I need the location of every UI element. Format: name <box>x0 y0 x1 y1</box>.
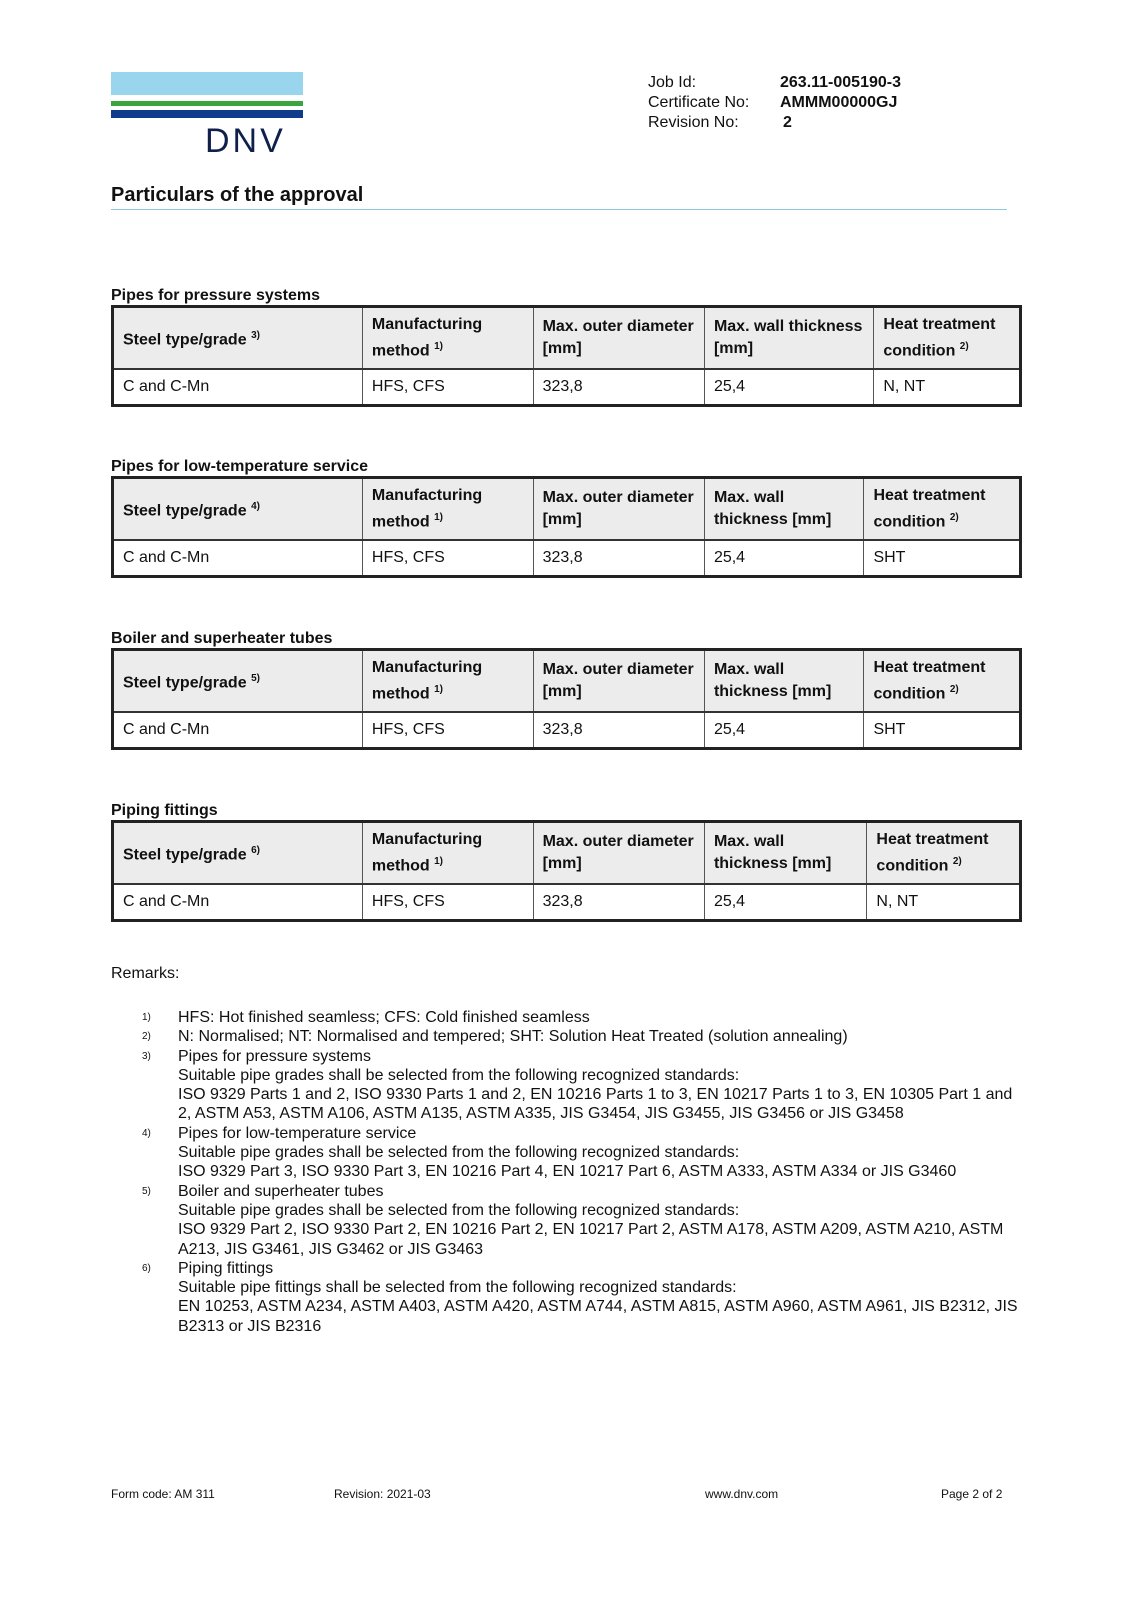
table-header-row <box>113 650 1021 713</box>
column-header-label: Max. wall thickness [mm] <box>713 489 832 529</box>
column-header <box>704 307 873 370</box>
section-title: Pipes for pressure systems <box>111 287 320 304</box>
remark-item <box>142 1259 1022 1336</box>
remark-number: 3) <box>142 1050 151 1062</box>
table-cell: 323,8 <box>533 884 704 921</box>
column-header-label: Max. wall thickness [mm] <box>713 661 832 701</box>
meta-value: AMMM00000GJ <box>780 94 898 111</box>
table-header-row <box>113 822 1021 885</box>
remarks-label: Remarks: <box>111 965 180 982</box>
remark-text: EN 10253, ASTM A234, ASTM A403, ASTM A420, ASTM A744, ASTM A815, ASTM A960, ASTM A961, JIS B2312, JIS B2313 or JIS B2316 <box>178 1298 1018 1335</box>
column-header-label: Max. outer diameter [mm] <box>542 318 694 358</box>
column-header <box>113 822 363 885</box>
table-row <box>113 540 1021 577</box>
remark-text: ISO 9329 Part 2, ISO 9330 Part 2, EN 10216 Part 2, EN 10217 Part 2, ASTM A178, ASTM A209, ASTM A210, ASTM A213, JIS G3461, JIS G3462 or JIS G3463 <box>178 1221 1004 1258</box>
table-cell: C and C-Mn <box>113 369 363 406</box>
remark-body <box>178 1008 1022 1027</box>
column-header <box>362 478 533 541</box>
column-header <box>864 650 1021 713</box>
remark-text: ISO 9329 Parts 1 and 2, ISO 9330 Parts 1 and 2, EN 10216 Parts 1 to 3, EN 10217 Parts 1 to 3, EN 10305 Part 1 and 2, ASTM A53, ASTM A106, ASTM A135, ASTM A335, JIS G3454, JIS G3455, JIS G3456 or JIS G3458 <box>178 1086 1013 1123</box>
table-header-row <box>113 478 1021 541</box>
column-header-label: Max. wall thickness [mm] <box>713 318 863 358</box>
table-row <box>113 369 1021 406</box>
table-cell: 323,8 <box>533 369 704 406</box>
meta-job-id <box>648 73 901 93</box>
footnote-ref: 6) <box>251 845 260 856</box>
column-header <box>113 307 363 370</box>
remark-number: 1) <box>142 1012 151 1023</box>
table-cell: SHT <box>864 540 1021 577</box>
remarks-list <box>142 1008 1022 1336</box>
column-header-label: Manufacturing method <box>371 487 483 531</box>
column-header <box>867 822 1021 885</box>
section-title: Pipes for low-temperature service <box>111 458 368 475</box>
remark-intro: Suitable pipe grades shall be selected from the following recognized standards: <box>178 1066 740 1084</box>
remark-item <box>142 1008 1022 1027</box>
table-cell: SHT <box>864 712 1021 749</box>
remark-title: Pipes for pressure systems <box>178 1047 371 1065</box>
remark-number: 2) <box>142 1031 151 1043</box>
column-header <box>113 478 363 541</box>
column-header <box>874 307 1021 370</box>
footer-revision: Revision: 2021-03 <box>334 1487 431 1501</box>
table-cell: C and C-Mn <box>113 884 363 921</box>
remark-item <box>142 1124 1022 1182</box>
footnote-ref: 4) <box>251 501 260 512</box>
footnote-ref: 2) <box>959 341 969 352</box>
column-header-label: Steel type/grade <box>123 846 247 864</box>
table-cell: C and C-Mn <box>113 712 363 749</box>
table-cell: HFS, CFS <box>362 884 533 921</box>
footnote-ref: 2) <box>949 684 959 695</box>
column-header-label: Heat treatment condition <box>873 659 986 703</box>
logo-bar-dark-blue <box>111 110 303 118</box>
approval-table <box>111 648 1022 750</box>
column-header <box>704 478 864 541</box>
table-cell: 25,4 <box>704 712 864 749</box>
remark-intro: Suitable pipe grades shall be selected from the following recognized standards: <box>178 1201 740 1219</box>
footnote-ref: 1) <box>434 856 444 867</box>
table-cell: N, NT <box>867 884 1021 921</box>
column-header-label: Heat treatment condition <box>876 831 989 875</box>
footnote-ref: 3) <box>251 330 260 341</box>
footnote-ref: 2) <box>949 512 959 523</box>
column-header-label: Max. outer diameter [mm] <box>542 661 694 701</box>
column-header <box>864 478 1021 541</box>
column-header <box>533 307 704 370</box>
table-row <box>113 884 1021 921</box>
column-header-label: Steel type/grade <box>123 674 247 692</box>
remark-intro: Suitable pipe grades shall be selected from the following recognized standards: <box>178 1144 740 1162</box>
table-cell: 323,8 <box>533 712 704 749</box>
footnote-ref: 1) <box>434 684 444 695</box>
remark-item <box>142 1047 1022 1124</box>
remark-body <box>178 1182 1022 1259</box>
section-title: Boiler and superheater tubes <box>111 630 333 647</box>
meta-label: Revision No: <box>648 114 739 131</box>
remark-item <box>142 1027 1022 1046</box>
footnote-ref: 2) <box>952 856 962 867</box>
remark-text: HFS: Hot finished seamless; CFS: Cold finished seamless <box>178 1009 590 1026</box>
title-divider <box>111 209 1007 210</box>
remark-number: 5) <box>142 1185 151 1197</box>
table-cell: 25,4 <box>704 369 873 406</box>
remark-body <box>178 1027 1022 1046</box>
logo-bar-light-blue <box>111 72 303 95</box>
column-header-label: Manufacturing method <box>371 659 483 703</box>
footer-page-number: Page 2 of 2 <box>941 1487 1003 1501</box>
remark-number: 4) <box>142 1127 151 1139</box>
remark-title: Piping fittings <box>178 1259 274 1277</box>
table-row <box>113 712 1021 749</box>
column-header <box>113 650 363 713</box>
column-header-label: Max. wall thickness [mm] <box>713 833 832 873</box>
meta-value: 263.11-005190-3 <box>780 74 901 91</box>
column-header-label: Steel type/grade <box>123 331 247 349</box>
remark-text: ISO 9329 Part 3, ISO 9330 Part 3, EN 10216 Part 4, EN 10217 Part 6, ASTM A333, ASTM A334 or JIS G3460 <box>178 1163 957 1181</box>
remark-intro: Suitable pipe fittings shall be selected from the following recognized standards: <box>178 1279 737 1297</box>
column-header-label: Max. outer diameter [mm] <box>542 489 694 529</box>
meta-value: 2 <box>783 114 792 131</box>
logo-bar-green <box>111 101 303 106</box>
footer-form-code: Form code: AM 311 <box>111 1487 215 1501</box>
page-title: Particulars of the approval <box>111 184 364 206</box>
remark-title: Boiler and superheater tubes <box>178 1182 384 1200</box>
column-header <box>704 650 864 713</box>
meta-revision-no <box>648 113 901 133</box>
column-header-label: Manufacturing method <box>371 831 483 875</box>
approval-table <box>111 305 1022 407</box>
footer-website[interactable]: www.dnv.com <box>705 1487 779 1501</box>
column-header <box>533 650 704 713</box>
remark-body <box>178 1047 1022 1124</box>
column-header <box>362 822 533 885</box>
column-header <box>533 478 704 541</box>
column-header <box>362 650 533 713</box>
table-cell: HFS, CFS <box>362 540 533 577</box>
table-cell: HFS, CFS <box>362 712 533 749</box>
column-header-label: Max. outer diameter [mm] <box>542 833 694 873</box>
column-header <box>362 307 533 370</box>
table-cell: C and C-Mn <box>113 540 363 577</box>
table-cell: 25,4 <box>704 884 866 921</box>
footnote-ref: 5) <box>251 673 260 684</box>
section-title: Piping fittings <box>111 802 218 819</box>
remark-number: 6) <box>142 1262 151 1274</box>
approval-table <box>111 476 1022 578</box>
column-header <box>533 822 704 885</box>
table-cell: 323,8 <box>533 540 704 577</box>
remark-body <box>178 1124 1022 1182</box>
column-header <box>704 822 866 885</box>
table-cell: N, NT <box>874 369 1021 406</box>
footnote-ref: 1) <box>434 341 444 352</box>
column-header-label: Heat treatment condition <box>883 316 996 360</box>
remark-item <box>142 1182 1022 1259</box>
remark-body <box>178 1259 1022 1336</box>
meta-label: Job Id: <box>648 74 697 91</box>
table-cell: HFS, CFS <box>362 369 533 406</box>
table-header-row <box>113 307 1021 370</box>
column-header-label: Steel type/grade <box>123 502 247 520</box>
footnote-ref: 1) <box>434 512 444 523</box>
column-header-label: Heat treatment condition <box>873 487 986 531</box>
remark-title: Pipes for low-temperature service <box>178 1124 417 1142</box>
column-header-label: Manufacturing method <box>371 316 483 360</box>
meta-label: Certificate No: <box>648 94 750 111</box>
approval-table <box>111 820 1022 922</box>
remark-text: N: Normalised; NT: Normalised and tempered; SHT: Solution Heat Treated (solution annealing) <box>178 1028 848 1046</box>
meta-certificate-no <box>648 93 901 113</box>
table-cell: 25,4 <box>704 540 864 577</box>
dnv-logo: DNV <box>205 122 286 160</box>
certificate-meta <box>648 73 901 133</box>
